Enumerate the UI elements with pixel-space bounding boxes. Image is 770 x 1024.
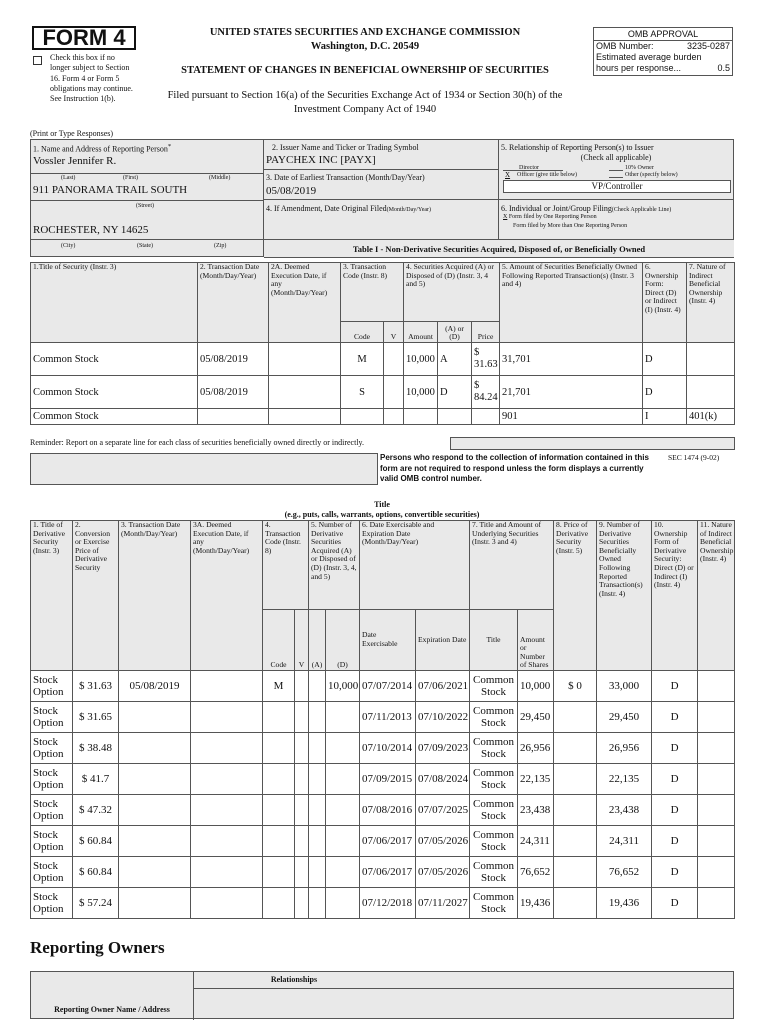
t2-form-value: D [652,795,698,826]
t2-security: Stock Option [31,857,73,888]
t1-owned-value: 21,701 [500,376,643,409]
filed-pursuant-line1: Filed pursuant to Section 16(a) of the Securities Exchange Act of 1934 or Section 30(h) of the [167,90,563,101]
earliest-transaction-date: 05/08/2019 [266,185,317,197]
t2-underlying-amount: 10,000 [518,671,554,702]
t1-ad-value: A [438,343,472,376]
t1-h3: 3. Transaction Code (Instr. 8) [341,263,404,322]
t1-ad-value [438,409,472,425]
street-label: (Street) [136,203,154,209]
box6-label: 6. Individual or Joint/Group Filing [501,204,612,213]
table-row [31,409,735,425]
reporting-person-name: Vossler Jennifer R. [33,155,117,167]
t2-h9: 9. Number of Derivative Securities Beneficially Owned Following Reported Transaction(s) (Instr. 4) [597,521,652,671]
city-label: (City) [61,243,76,249]
t2-h8: 8. Price of Derivative Security (Instr. 5) [554,521,597,671]
t1-h2: 2. Transaction Date (Month/Day/Year) [198,263,269,343]
box4-label: 4. If Amendment, Date Original Filed [266,204,387,213]
t2-expiration-value: 07/06/2021 [416,671,470,702]
t2-security: Stock Option [31,826,73,857]
agency-name: UNITED STATES SECURITIES AND EXCHANGE COMMISSION [209,27,521,38]
first-label: (First) [123,175,138,181]
t2-h4: 4. Transaction Code (Instr. 8) [263,521,309,610]
t2-form-value: D [652,733,698,764]
table-row [31,343,735,376]
t2-transaction-date [119,857,191,888]
omb-number: 3235-0287 [686,41,730,51]
t2-acquired-value [309,795,326,826]
box6-label-small: (Check Applicable Line) [611,207,672,213]
t2-transaction-date [119,826,191,857]
t2-date-exercisable-value: 07/08/2016 [360,795,416,826]
t2-disposed-value [326,795,360,826]
persons-notice: Persons who respond to the collection of information contained in this form are not required to respond unless the form displays a currently valid OMB control number. [380,453,649,483]
reminder-right-bar [450,437,735,450]
t1-ad-value: D [438,376,472,409]
ten-percent-owner-label: 10% Owner [625,165,654,171]
t2-price-value [554,702,597,733]
table-row [31,795,735,826]
t2-security: Stock Option [31,702,73,733]
t2-code-value [263,826,295,857]
t2-security: Stock Option [31,888,73,919]
table-row [31,702,735,733]
officer-label: Officer (give title below) [517,172,578,178]
table-row [31,826,735,857]
t2-expiration-value: 07/11/2027 [416,888,470,919]
no-longer-subject-checkbox[interactable] [33,56,42,65]
t2-conversion-price: $ 60.84 [73,826,119,857]
t1-v: V [384,322,404,343]
t2-h1: 1. Title of Derivative Security (Instr. 3) [31,521,73,671]
t2-owned-value: 33,000 [597,671,652,702]
t2-security: Stock Option [31,733,73,764]
t2-owned-value: 24,311 [597,826,652,857]
last-label: (Last) [61,175,76,181]
t2-price-value [554,795,597,826]
t2-form-value: D [652,671,698,702]
t1-nature-value [687,376,735,409]
t2-transaction-date [119,795,191,826]
t1-h4: 4. Securities Acquired (A) or Disposed of (D) (Instr. 3, 4 and 5) [404,263,500,322]
t2-code-value [263,888,295,919]
omb-approval-box [593,27,733,76]
table1-title: Table I - Non-Derivative Securities Acquired, Disposed of, or Beneficially Owned [264,241,734,258]
table2-derivative [30,520,735,919]
t2-price-value [554,826,597,857]
box2-label: 2. Issuer Name and Ticker or Trading Symbol [272,143,419,152]
table1-non-derivative [30,262,735,425]
t2-underlying-title: Common Stock [470,857,518,888]
table-row [31,376,735,409]
t1-security-title: Common Stock [31,376,198,409]
t1-amount: Amount [404,322,438,343]
t2-form-value: D [652,702,698,733]
table-row [31,764,735,795]
t2-h6: 6. Date Exercisable and Expiration Date (Month/Day/Year) [360,521,470,610]
t2-underlying-amount: 19,436 [518,888,554,919]
t1-price: Price [472,322,500,343]
t2-a: (A) [309,610,326,671]
t2-acquired-value [309,888,326,919]
t2-underlying-amount: 26,956 [518,733,554,764]
issuer-name: PAYCHEX INC [PAYX] [266,154,376,166]
t1-h5: 5. Amount of Securities Beneficially Owned Following Reported Transaction(s) (Instr. 3 and 4) [500,263,643,343]
t2-underlying-amount: 23,438 [518,795,554,826]
t2-code-value [263,857,295,888]
table-row [31,888,735,919]
box5-sub: (Check all applicable) [580,153,652,162]
t2-h5: 5. Number of Derivative Securities Acquired (A) or Disposed of (D) (Instr. 3, 4, and 5) [309,521,360,610]
sec-code: SEC 1474 (9-02) [668,453,720,462]
t2-form-value: D [652,888,698,919]
t2-code: Code [263,610,295,671]
t2-disposed-value [326,702,360,733]
t2-conversion-price: $ 31.63 [73,671,119,702]
t2-date-exercisable-value: 07/06/2017 [360,826,416,857]
t2-code-value [263,764,295,795]
street-address: 911 PANORAMA TRAIL SOUTH [33,184,188,196]
officer-mark: X [505,171,511,179]
omb-approval-title: OMB APPROVAL [594,28,732,41]
t2-underlying-title: Common Stock [470,733,518,764]
t2-d: (D) [326,610,360,671]
t2-conversion-price: $ 47.32 [73,795,119,826]
t2-disposed-value [326,733,360,764]
t2-price-value [554,733,597,764]
omb-burden-label: Estimated average burden [596,52,702,62]
t2-conversion-price: $ 41.7 [73,764,119,795]
t1-nature-value [687,343,735,376]
owner-name-address-header: Reporting Owner Name / Address [54,1005,170,1014]
zip-label: (Zip) [214,243,227,249]
t2-underlying-title: Common Stock [470,671,518,702]
check-box-text: Check this box if no longer subject to Section 16. Form 4 or Form 5 obligations may continue. See Instruction 1(b). [50,53,133,104]
reporting-owners-heading: Reporting Owners [30,938,165,957]
t2-disposed-value [326,857,360,888]
other-label: Other (specify below) [625,172,678,178]
t2-expiration-value: 07/05/2026 [416,826,470,857]
t2-owned-value: 26,956 [597,733,652,764]
box3-earliest-date [263,169,499,200]
omb-hours-label: hours per response... [596,63,682,73]
t1-transaction-date: 05/08/2019 [198,376,269,409]
t2-code-value [263,702,295,733]
t2-price-value [554,857,597,888]
t1-h2a: 2A. Deemed Execution Date, if any (Month/Day/Year) [269,263,341,343]
officer-title: VP/Controller [503,180,731,193]
t1-code-value: M [341,343,384,376]
t1-form-value: I [643,409,687,425]
reminder-left-box [30,453,378,485]
t2-acquired-value [309,671,326,702]
t2-expiration-value: 07/07/2025 [416,795,470,826]
t1-h6: 6. Ownership Form: Direct (D) or Indirect (I) (Instr. 4) [643,263,687,343]
t2-form-value: D [652,764,698,795]
t2-date-exercisable-value: 07/10/2014 [360,733,416,764]
t1-code: Code [341,322,384,343]
t2-disposed-value: 10,000 [326,671,360,702]
t1-amount-value: 10,000 [404,376,438,409]
t1-security-title: Common Stock [31,343,198,376]
t2-underlying-amount: 29,450 [518,702,554,733]
t1-owned-value: 31,701 [500,343,643,376]
t2-code-value: M [263,671,295,702]
t1-price-symbol: $ [474,380,480,391]
t2-h3a: 3A. Deemed Execution Date, if any (Month/Day/Year) [191,521,263,671]
relationships-header: Relationships [270,975,318,984]
t1-transaction-date: 05/08/2019 [198,343,269,376]
t2-underlying-amount: 22,135 [518,764,554,795]
omb-number-label: OMB Number: [596,41,654,51]
t2-date-exercisable-value: 07/12/2018 [360,888,416,919]
table2-title: Title [374,500,390,509]
t2-owned-value: 23,438 [597,795,652,826]
t2-price-value: $ 0 [554,671,597,702]
t2-conversion-price: $ 60.84 [73,857,119,888]
t2-transaction-date: 05/08/2019 [119,671,191,702]
t2-code-value [263,733,295,764]
t2-amount: Amount or Number of Shares [518,610,554,671]
t2-transaction-date [119,888,191,919]
t1-h1: 1.Title of Security (Instr. 3) [31,263,198,343]
table-row [31,733,735,764]
filed-pursuant-line2: Investment Company Act of 1940 [293,104,437,115]
t1-nature-value: 401(k) [687,409,735,425]
director-label: Director [519,165,539,171]
joint-filing-option: Form filed by More than One Reporting Person [513,223,628,229]
box5-relationship [498,139,734,200]
t2-price-value [554,764,597,795]
t2-transaction-date [119,733,191,764]
t1-price-symbol: $ [474,347,480,358]
t2-security: Stock Option [31,764,73,795]
t2-expiration-value: 07/08/2024 [416,764,470,795]
t1-amount-value [404,409,438,425]
t2-security: Stock Option [31,795,73,826]
t1-aord: (A) or (D) [438,322,472,343]
t2-disposed-value [326,826,360,857]
t2-underlying-title: Common Stock [470,795,518,826]
table-row [31,857,735,888]
t1-code-value [341,409,384,425]
t2-h10: 10. Ownership Form of Derivative Security: Direct (D) or Indirect (I) (Instr. 4) [652,521,698,671]
t2-date-exercisable-value: 07/06/2017 [360,857,416,888]
individual-filing-option: Form filed by One Reporting Person [508,214,597,220]
t2-conversion-price: $ 31.65 [73,702,119,733]
t2-expiration-value: 07/05/2026 [416,857,470,888]
t2-date-exercisable-value: 07/07/2014 [360,671,416,702]
table-row [31,671,735,702]
t2-owned-value: 19,436 [597,888,652,919]
box4-amendment [263,199,499,240]
t1-code-value: S [341,376,384,409]
t2-conversion-price: $ 57.24 [73,888,119,919]
t1-security-title: Common Stock [31,409,198,425]
t2-security: Stock Option [31,671,73,702]
t2-v: V [295,610,309,671]
t1-form-value: D [643,343,687,376]
t2-transaction-date [119,702,191,733]
t2-acquired-value [309,733,326,764]
t2-transaction-date [119,764,191,795]
state-label: (State) [137,243,153,249]
owners-table [30,971,734,1019]
t2-underlying-title: Common Stock [470,888,518,919]
t2-title: Title [470,610,518,671]
omb-hours: 0.5 [717,63,730,73]
t2-underlying-title: Common Stock [470,764,518,795]
t2-code-value [263,795,295,826]
t2-h2: 2. Conversion or Exercise Price of Derivative Security [73,521,119,671]
box2-issuer [263,139,499,170]
individual-filing-mark: X [503,214,508,220]
city-state-zip: ROCHESTER, NY 14625 [33,224,149,236]
t2-acquired-value [309,826,326,857]
t2-underlying-title: Common Stock [470,702,518,733]
statement-title: STATEMENT OF CHANGES IN BENEFICIAL OWNERSHIP OF SECURITIES [181,65,549,76]
box5-label: 5. Relationship of Reporting Person(s) to Issuer [501,143,654,152]
box1-label: 1. Name and Address of Reporting Person [33,144,168,154]
t2-acquired-value [309,702,326,733]
form-title: FORM 4 [32,26,136,50]
middle-label: (Middle) [209,175,231,181]
t2-owned-value: 29,450 [597,702,652,733]
print-type-note: (Print or Type Responses) [30,129,114,138]
t1-transaction-date [198,409,269,425]
t2-disposed-value [326,764,360,795]
t1-price-value: 31.63 [474,359,498,370]
t2-form-value: D [652,857,698,888]
t2-owned-value: 22,135 [597,764,652,795]
box3-label: 3. Date of Earliest Transaction (Month/Day/Year) [266,173,425,182]
t2-underlying-amount: 76,652 [518,857,554,888]
box6-filing [498,199,734,240]
t2-underlying-amount: 24,311 [518,826,554,857]
box1-reporting-person [30,139,264,257]
t2-expiration-value: 07/09/2023 [416,733,470,764]
t2-price-value [554,888,597,919]
t2-h3: 3. Transaction Date (Month/Day/Year) [119,521,191,671]
t2-date-exercisable-value: 07/09/2015 [360,764,416,795]
reminder-text: Reminder: Report on a separate line for each class of securities beneficially owned directly or indirectly. [30,438,365,447]
t2-conversion-price: $ 38.48 [73,733,119,764]
box1-star: * [167,143,172,150]
t2-expiration-value: 07/10/2022 [416,702,470,733]
t1-h7: 7. Nature of Indirect Beneficial Ownership (Instr. 4) [687,263,735,343]
t1-price-value: 84.24 [474,392,498,403]
t2-disposed-value [326,888,360,919]
box4-label-small: (Month/Day/Year) [386,207,432,213]
t1-amount-value: 10,000 [404,343,438,376]
t2-h7: 7. Title and Amount of Underlying Securities (Instr. 3 and 4) [470,521,554,610]
t2-acquired-value [309,857,326,888]
t2-owned-value: 76,652 [597,857,652,888]
t2-date-exercisable-value: 07/11/2013 [360,702,416,733]
agency-location: Washington, D.C. 20549 [310,41,420,52]
t2-date-exercisable: Date Exercisable [360,610,416,671]
t2-form-value: D [652,826,698,857]
t1-form-value: D [643,376,687,409]
table2-subtitle: (e.g., puts, calls, warrants, options, convertible securities) [284,510,480,519]
t2-expiration: Expiration Date [416,610,470,671]
t1-owned-value: 901 [500,409,643,425]
t2-underlying-title: Common Stock [470,826,518,857]
t2-acquired-value [309,764,326,795]
t2-h11: 11. Nature of Indirect Beneficial Ownership (Instr. 4) [698,521,735,671]
